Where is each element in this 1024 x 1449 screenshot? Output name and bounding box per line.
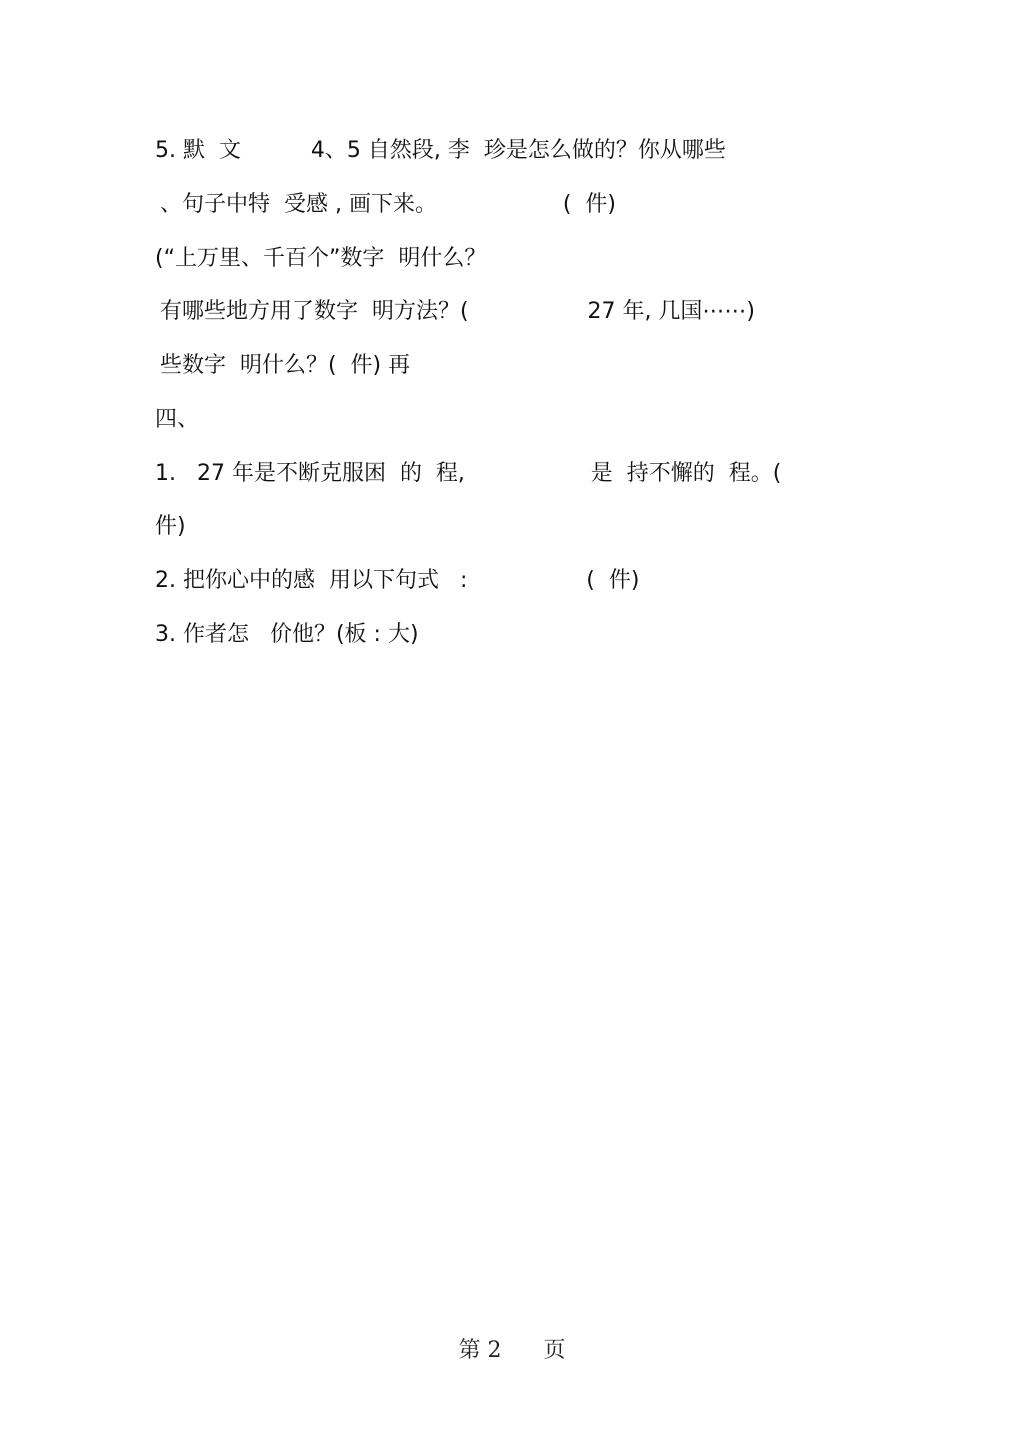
text-line-1: 5. 默 文 4、5 自然段, 李 珍是怎么做的？你从哪些 <box>155 138 726 163</box>
text-line-10: 3. 作者怎 价他？(板 : 大) <box>155 622 419 647</box>
text-line-7: 1. 27 年是不断克服困 的 程, 是 持不懈的 程。( <box>155 461 782 486</box>
text-line-2: 、句子中特 受感 , 画下来。 ( 件) <box>160 192 616 217</box>
text-line-4: 有哪些地方用了数字 明方法？( 27 年, 几国⋯⋯) <box>160 299 756 324</box>
text-line-3: (“上万里、千百个”数字 明什么？ <box>155 246 487 271</box>
text-line-9: 2. 把你心中的感 用以下句式 : ( 件) <box>155 568 640 593</box>
page-number-footer: 第 2 页 <box>458 1338 566 1363</box>
text-line-8: 件) <box>155 514 186 539</box>
text-line-5: 些数字 明什么？( 件) 再 <box>160 353 411 378</box>
section-heading: 四、 <box>155 407 200 432</box>
